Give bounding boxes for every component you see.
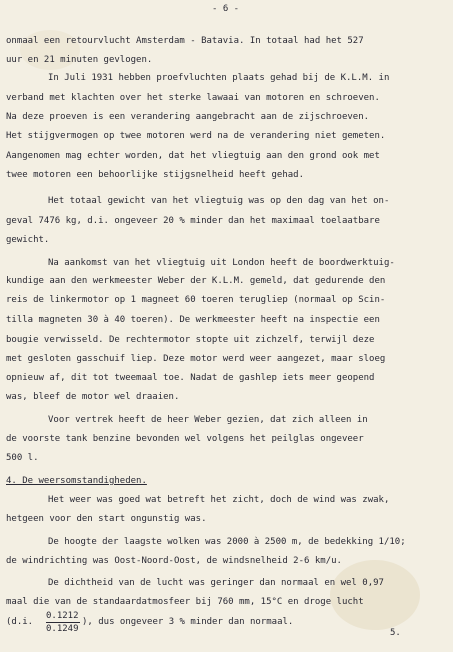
text-line: kundige aan den werkmeester Weber der K.L.M. gemeld, dat gedurende den bbox=[6, 276, 386, 286]
text-line: opnieuw af, dit tot tweemaal toe. Nadat de gashlep iets meer geopend bbox=[6, 373, 375, 383]
section-heading: 4. De weersomstandigheden. bbox=[6, 476, 147, 486]
text-line: bougie verwisseld. De rechtermotor stopte uit zichzelf, terwijl deze bbox=[6, 335, 375, 345]
text-line: reis de linkermotor op 1 magneet 60 toeren terugliep (normaal op Scin- bbox=[6, 295, 386, 305]
text-line: Het weer was goed wat betreft het zicht, doch de wind was zwak, bbox=[48, 495, 390, 505]
text-line: was, bleef de motor wel draaien. bbox=[6, 392, 180, 402]
fraction-bar bbox=[46, 622, 80, 623]
text-line: In Juli 1931 hebben proefvluchten plaats gehad bij de K.L.M. in bbox=[48, 73, 390, 83]
text-line: twee motoren een behoorlijke stijgsnelheid heeft gehad. bbox=[6, 170, 305, 180]
text-line: Voor vertrek heeft de heer Weber gezien, dat zich alleen in bbox=[48, 415, 368, 425]
text-line: maal die van de standaardatmosfeer bij 760 mm, 15°C en droge lucht bbox=[6, 597, 364, 607]
fraction-numerator: 0.1212 bbox=[46, 611, 79, 621]
text-line: Het totaal gewicht van het vliegtuig was op den dag van het on- bbox=[48, 196, 390, 206]
text-line: verband met klachten over het sterke lawaai van motoren en schroeven. bbox=[6, 93, 380, 103]
text-line: uur en 21 minuten gevlogen. bbox=[6, 55, 153, 65]
text-line: De dichtheid van de lucht was geringer dan normaal en wel 0,97 bbox=[48, 578, 384, 588]
text-line: tilla magneten 30 à 40 toeren). De werkmeester heeft na inspectie een bbox=[6, 315, 380, 325]
text-line: gewicht. bbox=[6, 235, 50, 245]
text-line: Aangenomen mag echter worden, dat het vliegtuig aan den grond ook met bbox=[6, 151, 380, 161]
paper-stain bbox=[330, 560, 420, 630]
text-line: Na deze proeven is een verandering aangebracht aan de zijschroeven. bbox=[6, 112, 370, 122]
text-line: geval 7476 kg, d.i. ongeveer 20 % minder dan het maximaal toelaatbare bbox=[6, 216, 380, 226]
fraction-denominator: 0.1249 bbox=[46, 624, 79, 634]
text-line: (d.i. bbox=[6, 617, 34, 627]
next-page-marker: 5. bbox=[390, 628, 401, 638]
text-line: de windrichting was Oost-Noord-Oost, de windsnelheid 2-6 km/u. bbox=[6, 556, 342, 566]
text-line: Na aankomst van het vliegtuig uit London heeft de boordwerktuig- bbox=[48, 258, 395, 268]
page-number: - 6 - bbox=[212, 4, 240, 14]
text-line: 500 l. bbox=[6, 453, 39, 463]
text-line: Het stijgvermogen op twee motoren werd na de verandering niet gemeten. bbox=[6, 131, 386, 141]
text-line: de voorste tank benzine bevonden wel volgens het peilglas ongeveer bbox=[6, 434, 364, 444]
text-line: ), dus ongeveer 3 % minder dan normaal. bbox=[82, 617, 294, 627]
text-line: met gesloten gasschuif liep. Deze motor werd weer aangezet, maar sloeg bbox=[6, 354, 386, 364]
text-line: De hoogte der laagste wolken was 2000 à 2500 m, de bedekking 1/10; bbox=[48, 537, 406, 547]
text-line: onmaal een retourvlucht Amsterdam - Batavia. In totaal had het 527 bbox=[6, 36, 364, 46]
text-line: hetgeen voor den start ongunstig was. bbox=[6, 514, 207, 524]
